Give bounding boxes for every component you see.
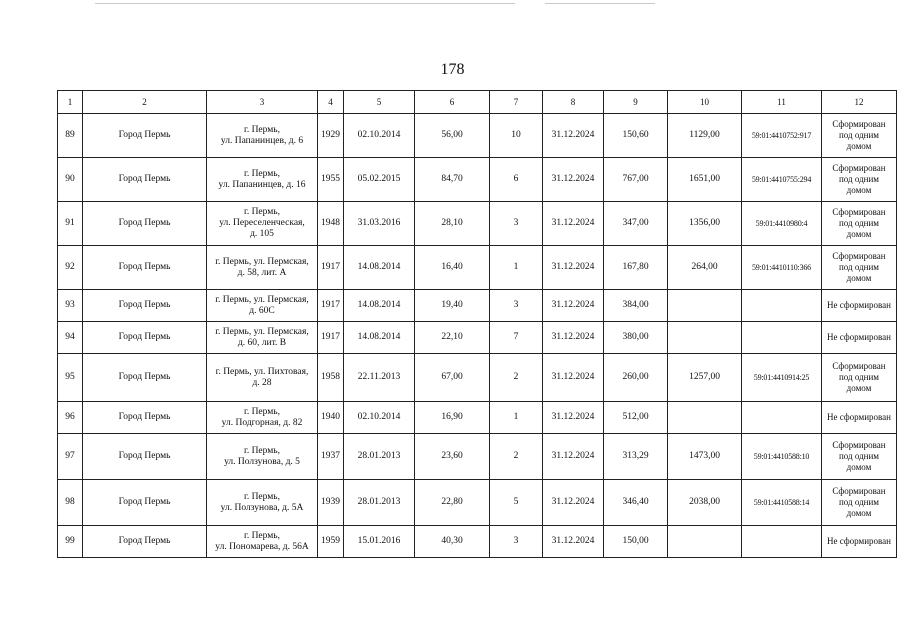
table-cell: 94 [58,322,83,354]
table-cell: 40,30 [415,526,490,558]
table-row [58,354,897,402]
cell-line: д. 105 [250,229,274,239]
table-cell: Не сформирован [822,322,897,354]
cell-line: г. Пермь, [244,168,280,179]
table-cell: 31.03.2016 [344,202,415,246]
table-cell: 1473,00 [668,434,742,480]
cell-line: г. Пермь, ул. Пермская, [215,326,309,337]
table-cell: 260,00 [604,354,668,402]
cell-line: домом [846,229,872,239]
table-cell [822,246,897,290]
table-cell [668,526,742,558]
cell-line: под одним [838,497,880,507]
table-cell: 512,00 [604,402,668,434]
table-cell: 31.12.2024 [543,480,604,526]
cell-line: под одним [838,130,880,140]
table-cell: Город Пермь [83,434,207,480]
cell-line: домом [846,141,872,151]
table-cell: 31.12.2024 [543,402,604,434]
table-cell: 22,80 [415,480,490,526]
table-cell: 89 [58,114,83,158]
table-cell: 28,10 [415,202,490,246]
table-row [58,158,897,202]
table-row [58,246,897,290]
table-cell [207,290,318,322]
table-cell: 14.08.2014 [344,246,415,290]
cell-line: ул. Папанинцев, д. 16 [218,179,306,190]
table-cell [207,402,318,434]
table-cell: 31.12.2024 [543,526,604,558]
table-cell: 346,40 [604,480,668,526]
table-cell: 59:01:4410110:366 [742,246,822,290]
table-cell: 23,60 [415,434,490,480]
table-cell: 1917 [318,246,344,290]
table-cell [207,480,318,526]
table-cell: 02.10.2014 [344,114,415,158]
table-cell: 1939 [318,480,344,526]
cell-line: г. Пермь, [244,445,280,456]
table-cell: 22,10 [415,322,490,354]
table-cell: Город Пермь [83,480,207,526]
table-cell: 67,00 [415,354,490,402]
column-header: 9 [604,91,668,114]
column-header: 1 [58,91,83,114]
table-cell: 1958 [318,354,344,402]
table-cell: 99 [58,526,83,558]
table-cell: 150,00 [604,526,668,558]
column-header: 2 [83,91,207,114]
table-cell: 1651,00 [668,158,742,202]
cell-line: домом [846,462,872,472]
table-cell: 2038,00 [668,480,742,526]
table-cell: 31.12.2024 [543,322,604,354]
table-cell: 767,00 [604,158,668,202]
column-header: 6 [415,91,490,114]
table-cell [207,434,318,480]
table-cell: 02.10.2014 [344,402,415,434]
table-cell: 97 [58,434,83,480]
table-cell: 59:01:4410755:294 [742,158,822,202]
table-cell [742,290,822,322]
column-header: 4 [318,91,344,114]
table-cell: 1929 [318,114,344,158]
cell-line: Сформирован [832,486,886,496]
table-cell: 28.01.2013 [344,480,415,526]
column-header: 11 [742,91,822,114]
registry-table [57,90,897,558]
table-cell: Город Пермь [83,290,207,322]
cell-line: ул. Ползунова, д. 5А [220,502,304,513]
table-cell: Город Пермь [83,202,207,246]
cell-line: Сформирован [832,361,886,371]
table-cell [822,114,897,158]
table-cell: 167,80 [604,246,668,290]
table-cell: Город Пермь [83,402,207,434]
table-cell [822,434,897,480]
table-cell: 90 [58,158,83,202]
table-cell: 1959 [318,526,344,558]
cell-line: домом [846,185,872,195]
table-cell: 1937 [318,434,344,480]
table-cell: Город Пермь [83,322,207,354]
table-cell: Не сформирован [822,526,897,558]
column-header: 3 [207,91,318,114]
table-cell: 31.12.2024 [543,158,604,202]
cell-line: Сформирован [832,163,886,173]
table-cell [742,322,822,354]
table-cell: 1917 [318,290,344,322]
cell-line: под одним [838,262,880,272]
table-row [58,114,897,158]
table-cell: Город Пермь [83,354,207,402]
table-cell: Город Пермь [83,114,207,158]
table-cell: 56,00 [415,114,490,158]
cell-line: ул. Папанинцев, д. 6 [220,135,304,146]
column-header: 5 [344,91,415,114]
table-cell: 28.01.2013 [344,434,415,480]
table-row [58,402,897,434]
table-cell: 59:01:4410588:10 [742,434,822,480]
header-row [58,91,897,114]
table-cell: 6 [490,158,543,202]
table-cell [668,290,742,322]
table-cell: Не сформирован [822,290,897,322]
cell-line: г. Пермь, ул. Пихтовая, [215,366,309,377]
column-header: 8 [543,91,604,114]
cell-line: Сформирован [832,207,886,217]
cell-line: г. Пермь, [244,530,280,541]
table-row [58,202,897,246]
cell-line: г. Пермь, [244,124,280,135]
table-cell: 16,90 [415,402,490,434]
table-cell: 5 [490,480,543,526]
table-cell: 1917 [318,322,344,354]
table-cell: 1948 [318,202,344,246]
table-cell [207,322,318,354]
table-cell: 95 [58,354,83,402]
table-cell [207,354,318,402]
table-cell: 1129,00 [668,114,742,158]
table-cell: 1 [490,402,543,434]
table-cell [207,246,318,290]
table-cell: 31.12.2024 [543,354,604,402]
table-row [58,526,897,558]
cell-line: домом [846,273,872,283]
table-cell: 1955 [318,158,344,202]
table-cell: 1257,00 [668,354,742,402]
cell-line: г. Пермь, ул. Пермская, [215,256,309,267]
scan-artifact-line [545,3,655,4]
cell-line: ул. Подгорная, д. 82 [221,417,303,428]
page-number: 178 [440,61,465,78]
cell-line: г. Пермь, [244,406,280,417]
table-cell: 313,29 [604,434,668,480]
table-cell [822,354,897,402]
table-cell: Не сформирован [822,402,897,434]
table-cell: 150,60 [604,114,668,158]
table-cell [207,202,318,246]
table-cell: 3 [490,202,543,246]
table-cell: 98 [58,480,83,526]
cell-line: ул. Переселенческая, [219,218,305,228]
table-cell [822,158,897,202]
table-cell: 264,00 [668,246,742,290]
cell-line: под одним [838,372,880,382]
cell-line: под одним [838,174,880,184]
table-cell: 84,70 [415,158,490,202]
table-cell [822,480,897,526]
cell-line: д. 60С [249,305,275,316]
column-header: 12 [822,91,897,114]
table-cell: 31.12.2024 [543,202,604,246]
table-cell: 05.02.2015 [344,158,415,202]
table-cell: 3 [490,526,543,558]
cell-line: домом [846,383,872,393]
table-cell: 1356,00 [668,202,742,246]
table-cell: 380,00 [604,322,668,354]
table-row [58,434,897,480]
table-cell: 16,40 [415,246,490,290]
cell-line: ул. Пономарева, д. 56А [215,541,309,552]
table-row [58,322,897,354]
table-cell: 15.01.2016 [344,526,415,558]
table-row [58,290,897,322]
table-cell: 10 [490,114,543,158]
table-cell: 384,00 [604,290,668,322]
table-cell: 7 [490,322,543,354]
table-cell [668,322,742,354]
table-cell: 3 [490,290,543,322]
cell-line: ул. Ползунова, д. 5 [224,456,300,467]
table-cell: 59:01:4410588:14 [742,480,822,526]
cell-line: г. Пермь, [244,207,280,217]
table-cell: 31.12.2024 [543,290,604,322]
table-cell [207,114,318,158]
table-cell [822,202,897,246]
table-cell [207,526,318,558]
table-cell: 1940 [318,402,344,434]
scan-artifact-line [95,3,515,4]
cell-line: Сформирован [832,119,886,129]
cell-line: под одним [838,218,880,228]
table-cell: 2 [490,434,543,480]
table-cell: 14.08.2014 [344,290,415,322]
table-cell: 1 [490,246,543,290]
table-cell: 31.12.2024 [543,246,604,290]
table-cell [742,526,822,558]
table-cell: 91 [58,202,83,246]
column-header: 10 [668,91,742,114]
cell-line: д. 28 [252,377,272,388]
table-cell: 93 [58,290,83,322]
table-cell: 22.11.2013 [344,354,415,402]
table-cell: Город Пермь [83,246,207,290]
cell-line: Сформирован [832,251,886,261]
table-cell: 92 [58,246,83,290]
table-cell: 59:01:4410980:4 [742,202,822,246]
table-cell [668,402,742,434]
table-cell: 19,40 [415,290,490,322]
cell-line: Сформирован [832,440,886,450]
cell-line: д. 58, лит. А [237,267,287,278]
table-cell: 347,00 [604,202,668,246]
table-row [58,480,897,526]
table-cell: Город Пермь [83,526,207,558]
table-cell: 14.08.2014 [344,322,415,354]
cell-line: домом [846,508,872,518]
cell-line: г. Пермь, [244,491,280,502]
table-cell: 96 [58,402,83,434]
cell-line: д. 60, лит. В [237,337,287,348]
table-cell: Город Пермь [83,158,207,202]
table-cell [742,402,822,434]
table-cell: 31.12.2024 [543,434,604,480]
table-cell [207,158,318,202]
table-cell: 59:01:4410914:25 [742,354,822,402]
cell-line: г. Пермь, ул. Пермская, [215,294,309,305]
table-cell: 31.12.2024 [543,114,604,158]
table-cell: 2 [490,354,543,402]
table-cell: 59:01:4410752:917 [742,114,822,158]
column-header: 7 [490,91,543,114]
cell-line: под одним [838,451,880,461]
